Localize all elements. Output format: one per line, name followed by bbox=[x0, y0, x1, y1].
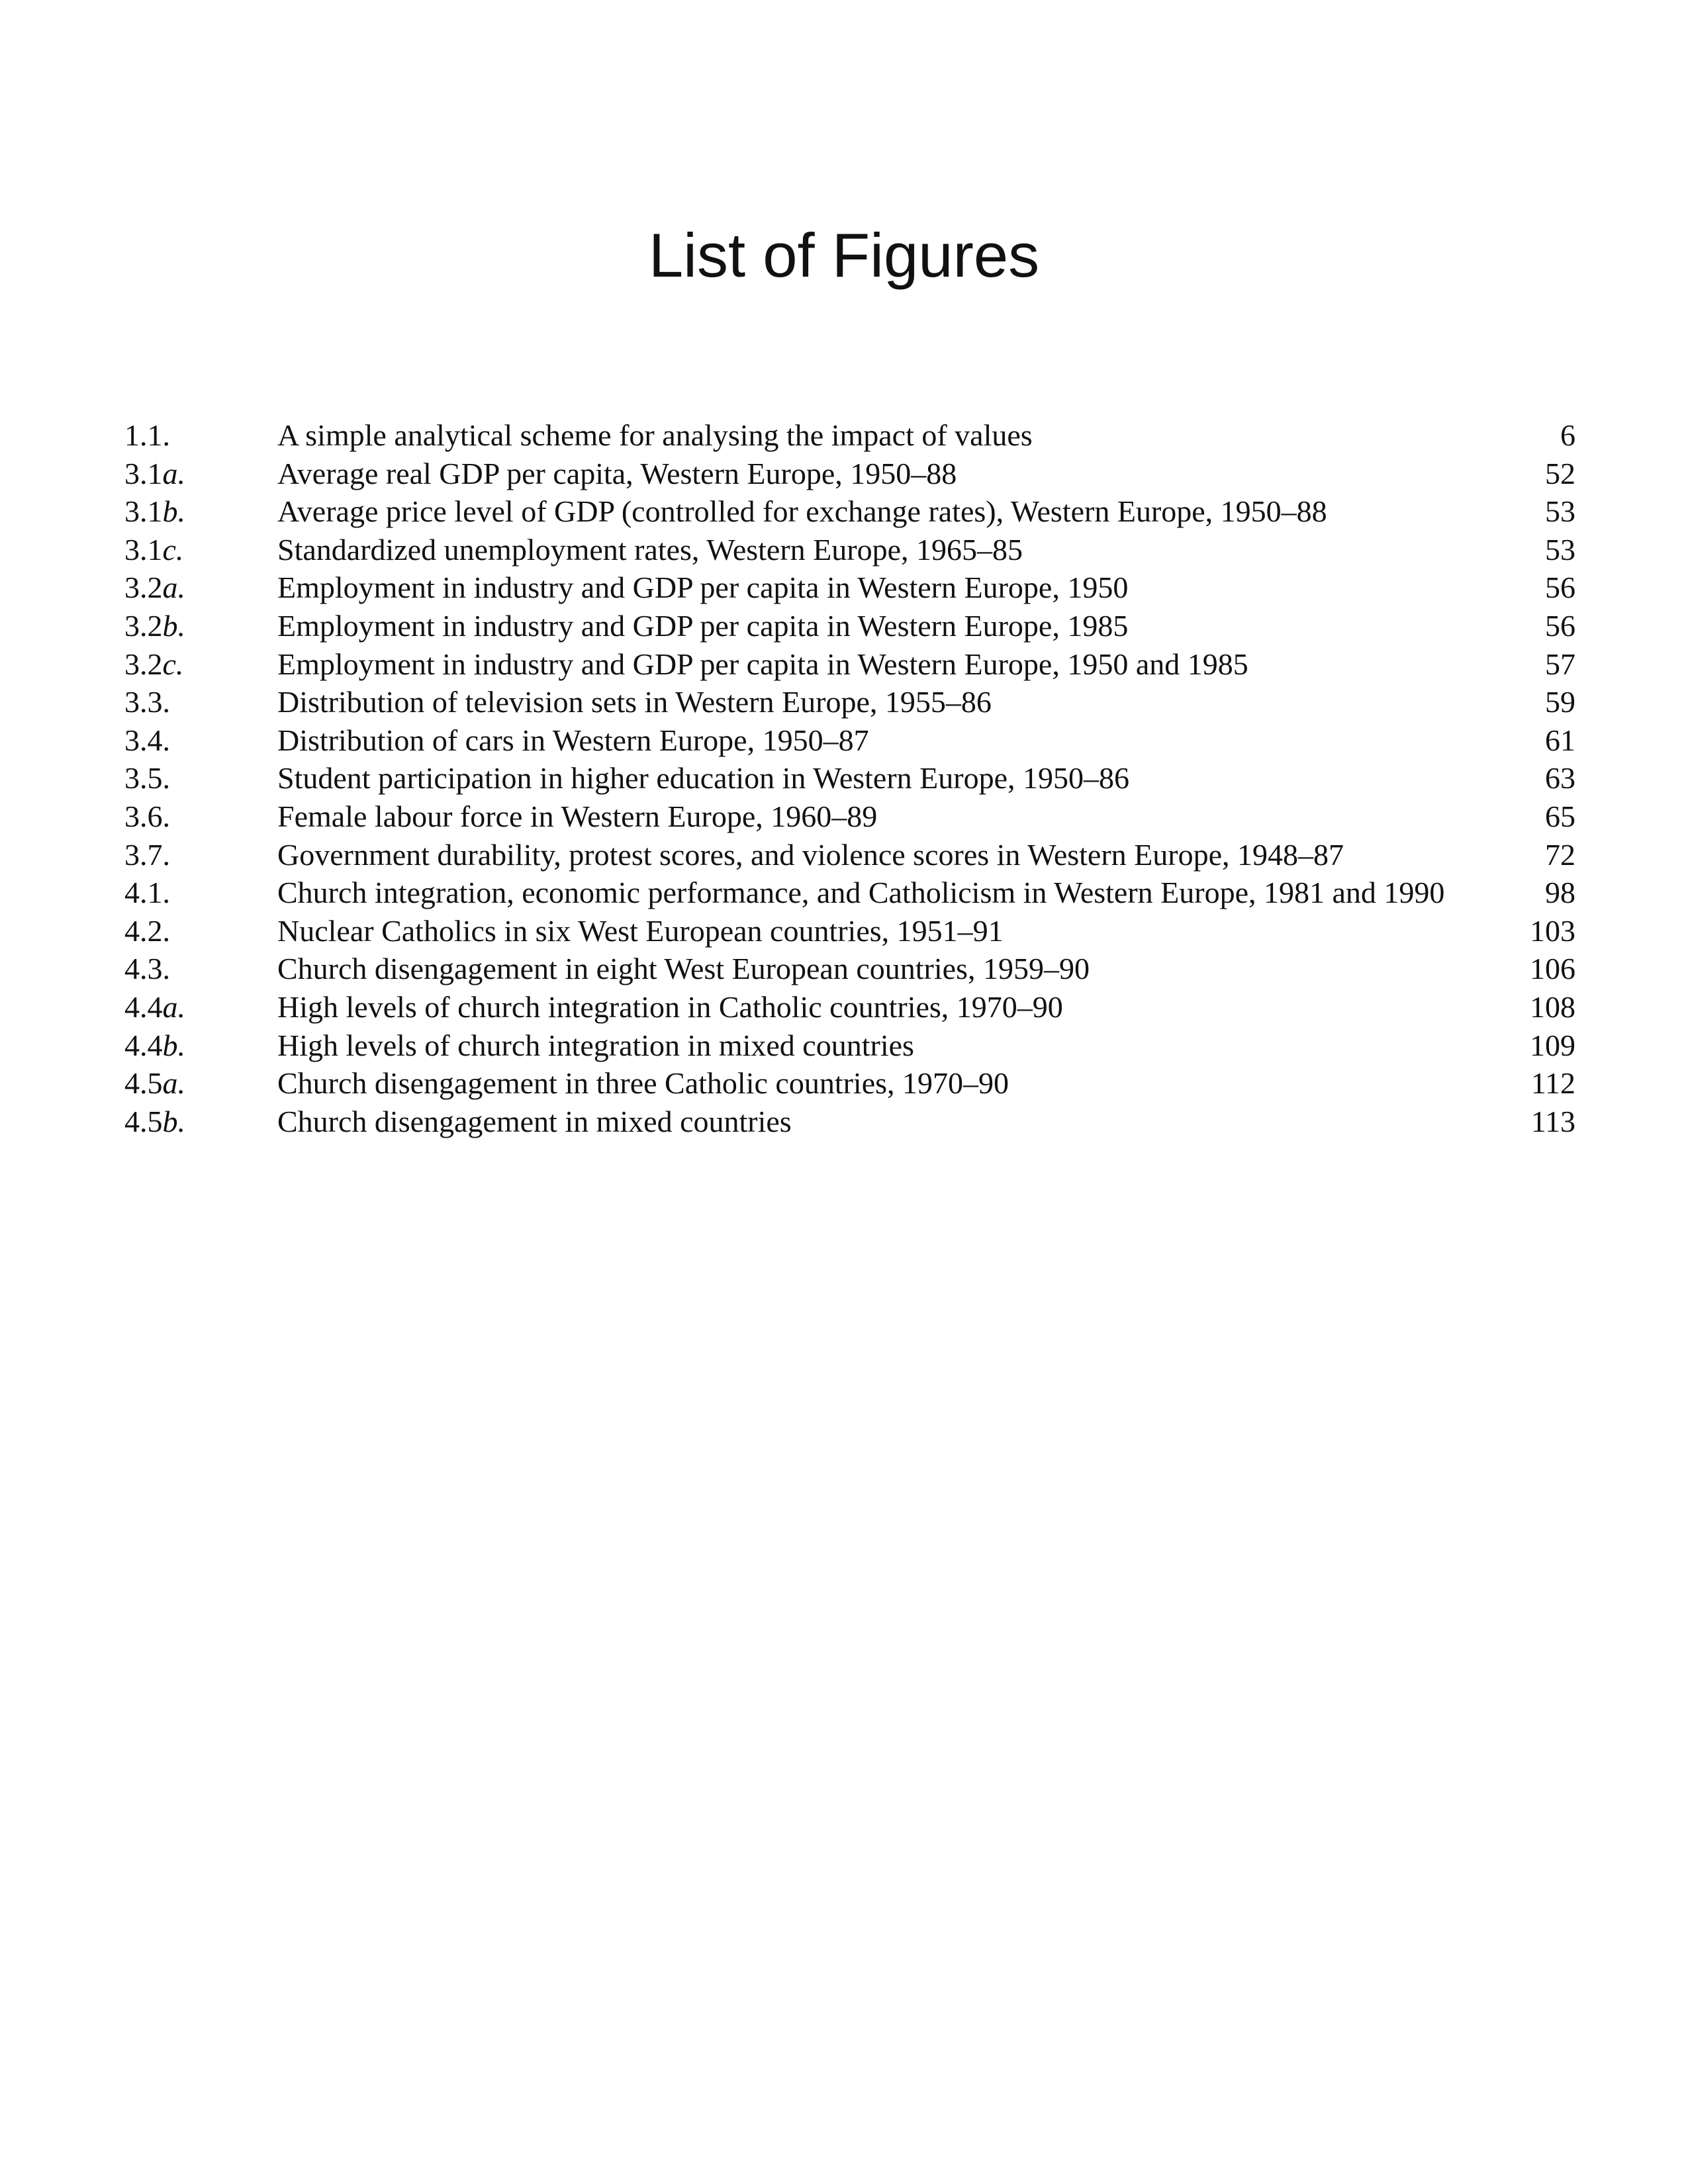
figure-number: 3.3. bbox=[124, 685, 170, 719]
figure-number: 3.7. bbox=[124, 837, 170, 872]
figure-title: Employment in industry and GDP per capita in Western Europe, 1985 bbox=[277, 608, 1129, 643]
figure-number: 3.2b. bbox=[124, 608, 185, 643]
figure-title: Student participation in higher education in Western Europe, 1950–86 bbox=[277, 761, 1129, 796]
figure-number: 3.5. bbox=[124, 761, 170, 796]
figure-title: Church integration, economic performance, and Catholicism in Western Europe, 1981 and 1990 bbox=[277, 876, 1445, 910]
figure-number: 3.6. bbox=[124, 799, 170, 833]
figure-page-number: 108 bbox=[1530, 989, 1575, 1024]
figure-entry bbox=[124, 416, 1575, 455]
figure-entry bbox=[124, 683, 1575, 721]
figure-entry bbox=[124, 531, 1575, 569]
figure-title: Average real GDP per capita, Western Europe, 1950–88 bbox=[277, 456, 957, 490]
figure-number: 3.1c. bbox=[124, 532, 184, 567]
figure-title: Employment in industry and GDP per capita in Western Europe, 1950 and 1985 bbox=[277, 647, 1248, 681]
figure-number: 3.2a. bbox=[124, 570, 185, 605]
figure-entry bbox=[124, 950, 1575, 988]
figure-number: 4.5a. bbox=[124, 1066, 185, 1101]
figure-title: A simple analytical scheme for analysing the impact of values bbox=[277, 418, 1033, 452]
figure-page-number: 56 bbox=[1545, 570, 1575, 605]
figure-page-number: 56 bbox=[1545, 608, 1575, 643]
figure-entry bbox=[124, 797, 1575, 836]
figure-title: Female labour force in Western Europe, 1960–89 bbox=[277, 799, 878, 833]
figure-entry bbox=[124, 492, 1575, 531]
figure-number: 3.2c. bbox=[124, 647, 184, 681]
figure-title: Government durability, protest scores, and violence scores in Western Europe, 1948–87 bbox=[277, 837, 1344, 872]
figure-entry bbox=[124, 721, 1575, 760]
figure-entry bbox=[124, 836, 1575, 874]
figure-title: Church disengagement in eight West European countries, 1959–90 bbox=[277, 952, 1090, 986]
figure-page-number: 106 bbox=[1530, 952, 1575, 986]
figure-page-number: 53 bbox=[1545, 532, 1575, 567]
figure-page-number: 103 bbox=[1530, 913, 1575, 948]
figure-entry bbox=[124, 569, 1575, 607]
figure-number: 4.4b. bbox=[124, 1028, 185, 1062]
figure-number: 3.1a. bbox=[124, 456, 185, 490]
figure-page-number: 65 bbox=[1545, 799, 1575, 833]
figure-entry bbox=[124, 874, 1575, 912]
figure-number: 4.2. bbox=[124, 913, 170, 948]
figure-number: 3.4. bbox=[124, 723, 170, 757]
figure-page-number: 63 bbox=[1545, 761, 1575, 796]
figure-title: Average price level of GDP (controlled for exchange rates), Western Europe, 1950–88 bbox=[277, 494, 1327, 529]
figure-page-number: 113 bbox=[1530, 1104, 1575, 1138]
figure-title: High levels of church integration in Catholic countries, 1970–90 bbox=[277, 989, 1063, 1024]
figure-title: Distribution of television sets in Western Europe, 1955–86 bbox=[277, 685, 992, 719]
figure-entry bbox=[124, 645, 1575, 684]
figure-entry bbox=[124, 455, 1575, 493]
figure-title: Distribution of cars in Western Europe, 1950–87 bbox=[277, 723, 869, 757]
page-title: List of Figures bbox=[648, 220, 1040, 290]
figure-title: Employment in industry and GDP per capita in Western Europe, 1950 bbox=[277, 570, 1129, 605]
figure-number: 4.4a. bbox=[124, 989, 185, 1024]
figure-title: Church disengagement in three Catholic countries, 1970–90 bbox=[277, 1066, 1009, 1101]
figure-page-number: 112 bbox=[1530, 1066, 1575, 1101]
figure-entry bbox=[124, 1103, 1575, 1141]
figure-page-number: 109 bbox=[1530, 1028, 1575, 1062]
figure-title: Nuclear Catholics in six West European countries, 1951–91 bbox=[277, 913, 1004, 948]
figure-page-number: 61 bbox=[1545, 723, 1575, 757]
figure-page-number: 72 bbox=[1545, 837, 1575, 872]
figure-entry bbox=[124, 912, 1575, 950]
figure-page-number: 59 bbox=[1545, 685, 1575, 719]
figure-title: Church disengagement in mixed countries bbox=[277, 1104, 792, 1138]
figure-number: 4.5b. bbox=[124, 1104, 185, 1138]
figure-page-number: 52 bbox=[1545, 456, 1575, 490]
figure-number: 3.1b. bbox=[124, 494, 185, 529]
figure-title: High levels of church integration in mixed countries bbox=[277, 1028, 914, 1062]
figure-title: Standardized unemployment rates, Western Europe, 1965–85 bbox=[277, 532, 1023, 567]
figure-number: 1.1. bbox=[124, 418, 170, 452]
figure-entry bbox=[124, 988, 1575, 1026]
figure-page-number: 57 bbox=[1545, 647, 1575, 681]
figure-entry bbox=[124, 759, 1575, 797]
figure-entry bbox=[124, 1064, 1575, 1103]
figure-page-number: 6 bbox=[1560, 418, 1575, 452]
figure-entry bbox=[124, 1026, 1575, 1065]
figure-number: 4.1. bbox=[124, 876, 170, 910]
figure-page-number: 98 bbox=[1545, 876, 1575, 910]
figure-entry bbox=[124, 607, 1575, 645]
figure-number: 4.3. bbox=[124, 952, 170, 986]
figure-page-number: 53 bbox=[1545, 494, 1575, 529]
figure-list bbox=[124, 416, 1575, 1140]
